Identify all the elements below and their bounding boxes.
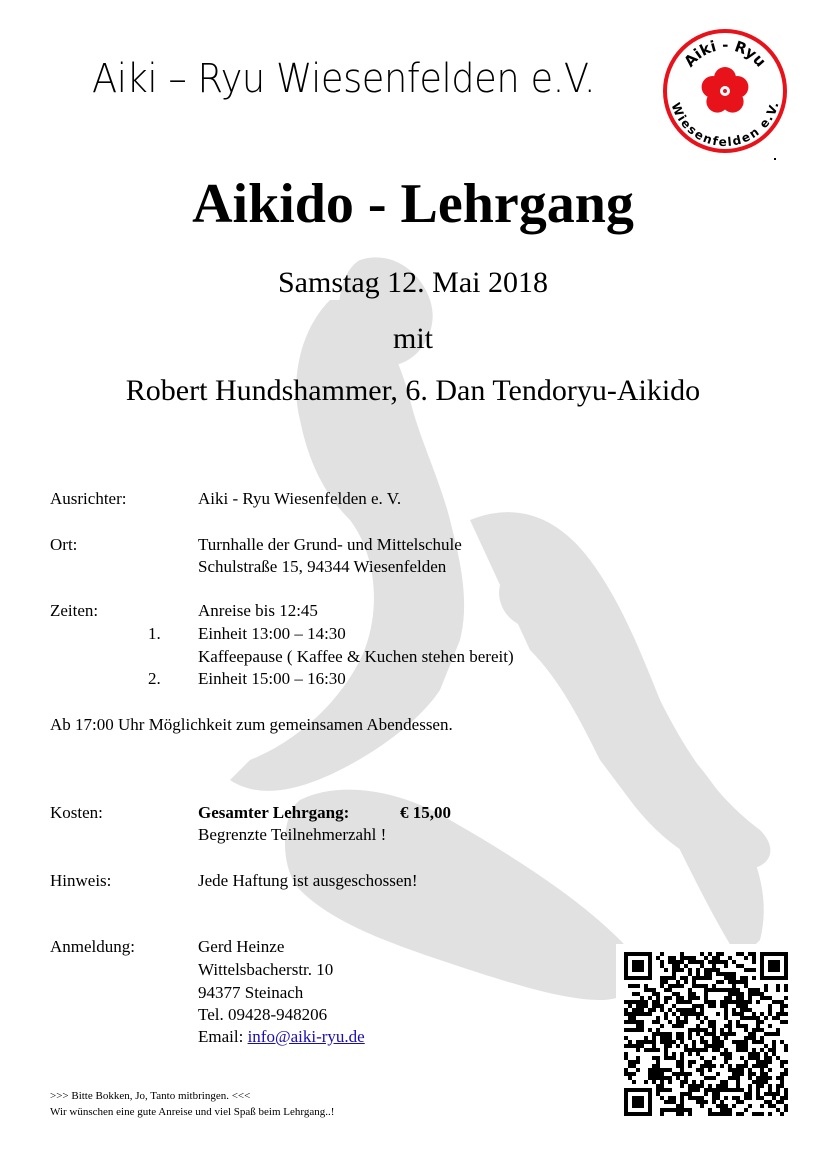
anmeldung-name: Gerd Heinze xyxy=(198,937,285,956)
page-title: Aikido - Lehrgang xyxy=(192,173,634,235)
ort-label: Ort: xyxy=(50,535,78,554)
zeiten-pause: Kaffeepause ( Kaffee & Kuchen stehen bereit) xyxy=(198,647,514,666)
hinweis-value: Jede Haftung ist ausgeschossen! xyxy=(198,871,418,890)
ort-line1: Turnhalle der Grund- und Mittelschule xyxy=(198,535,462,554)
event-date: Samstag 12. Mai 2018 xyxy=(278,266,548,299)
footer-wishes: Wir wünschen eine gute Anreise und viel Spaß beim Lehrgang..! xyxy=(50,1106,335,1118)
anmeldung-city: 94377 Steinach xyxy=(198,983,304,1002)
qr-code[interactable] xyxy=(616,944,796,1124)
kosten-price: € 15,00 xyxy=(400,803,451,822)
teacher-name: Robert Hundshammer, 6. Dan Tendoryu-Aikido xyxy=(125,374,701,407)
abendessen-text: Ab 17:00 Uhr Möglichkeit zum gemeinsamen Abendessen. xyxy=(50,715,453,734)
footer-bring-equipment: >>> Bitte Bokken, Jo, Tanto mitbringen. <<< xyxy=(50,1090,251,1102)
mit-text: mit xyxy=(392,322,433,355)
logo-bottom-text: Wiesenfelden e.V. xyxy=(668,100,782,150)
zeiten-label: Zeiten: xyxy=(50,601,99,620)
zeiten-num1: 1. xyxy=(148,624,161,643)
kosten-note: Begrenzte Teilnehmerzahl ! xyxy=(198,825,387,844)
email-label: Email: xyxy=(198,1027,248,1046)
ort-line2: Schulstraße 15, 94344 Wiesenfelden xyxy=(198,557,447,576)
anmeldung-label: Anmeldung: xyxy=(50,937,135,956)
kosten-label: Kosten: xyxy=(50,803,103,822)
logo-dot xyxy=(774,158,776,160)
club-name: Aiki – Ryu Wiesenfelden e.V. xyxy=(92,56,596,102)
hinweis-label: Hinweis: xyxy=(50,871,112,890)
anmeldung-email-row xyxy=(198,1026,365,1048)
anmeldung-tel: Tel. 09428-948206 xyxy=(198,1005,328,1024)
zeiten-anreise: Anreise bis 12:45 xyxy=(198,601,318,620)
anmeldung-street: Wittelsbacherstr. 10 xyxy=(198,960,334,979)
zeiten-einheit1: Einheit 13:00 – 14:30 xyxy=(198,624,346,643)
zeiten-num2: 2. xyxy=(148,669,161,688)
club-logo xyxy=(662,28,788,154)
logo-top-text: Aiki - Ryu xyxy=(680,35,770,71)
zeiten-einheit2: Einheit 15:00 – 16:30 xyxy=(198,669,346,688)
ausrichter-value: Aiki - Ryu Wiesenfelden e. V. xyxy=(198,489,402,508)
kosten-item: Gesamter Lehrgang: xyxy=(198,803,350,822)
email-link[interactable]: info@aiki-ryu.de xyxy=(247,1027,365,1046)
ausrichter-label: Ausrichter: xyxy=(50,489,127,508)
